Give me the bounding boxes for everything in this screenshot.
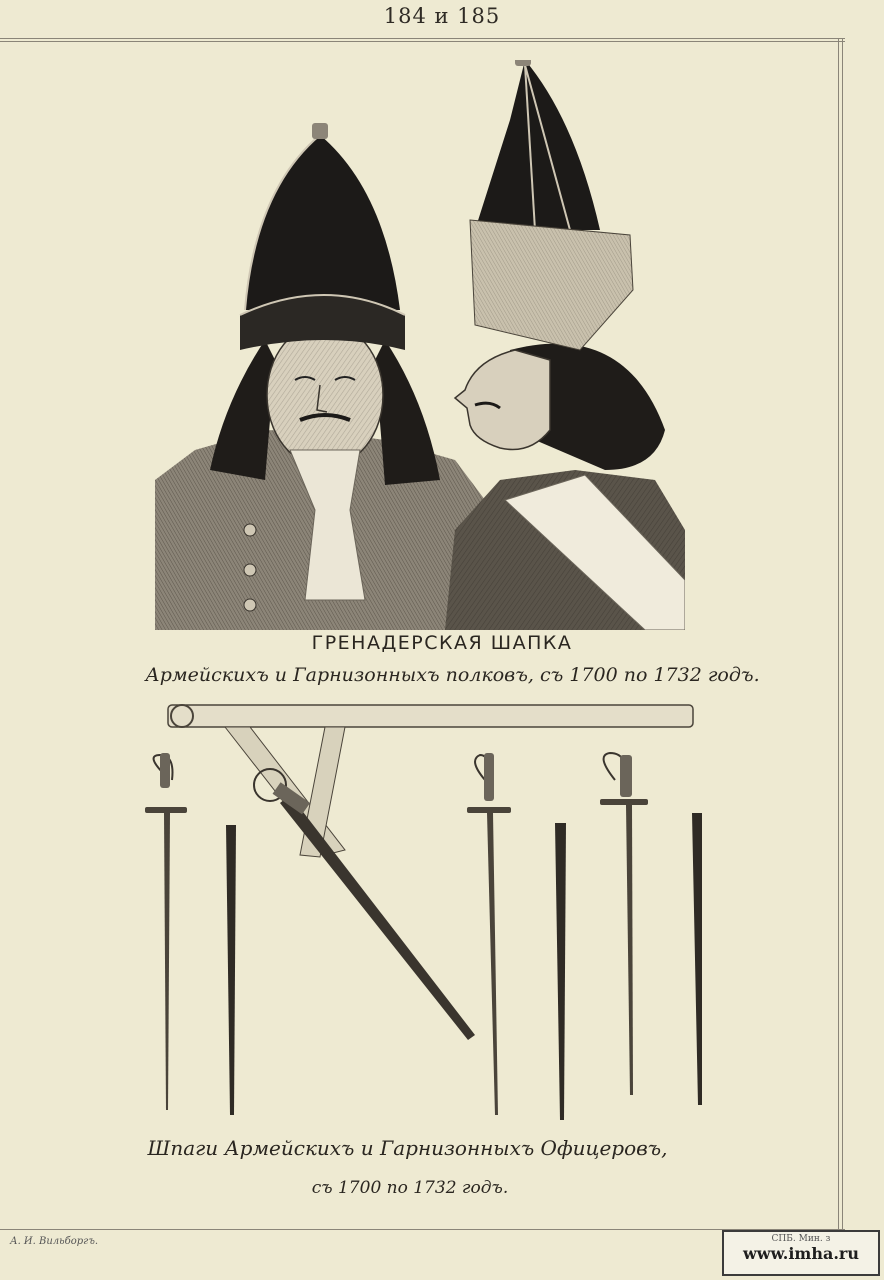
page-number: 184 и 185 xyxy=(383,4,501,28)
swords-illustration xyxy=(130,695,710,1135)
swords-caption: Шпаги Армейскихъ и Гарнизонныхъ Офицеровъ, xyxy=(147,1136,668,1160)
scabbard-1 xyxy=(226,825,236,1115)
sword-belt xyxy=(168,705,693,1040)
plate-subtitle: Армейскихъ и Гарнизонныхъ полковъ, съ 1700 по 1732 годъ. xyxy=(145,664,760,686)
sword-3 xyxy=(600,753,648,1095)
sword-1 xyxy=(145,753,187,1110)
frame-top-line xyxy=(0,38,845,39)
left-grenadier xyxy=(155,123,485,630)
grenadier-portrait-illustration xyxy=(155,60,685,630)
stamp-top-text: СПБ. Мин. з xyxy=(771,1234,831,1244)
sword-2 xyxy=(467,753,511,1115)
stamp-url: www.imha.ru xyxy=(743,1244,859,1263)
frame-top-line-inner xyxy=(0,41,845,42)
scabbard-3 xyxy=(692,813,702,1105)
watermark-stamp xyxy=(722,1230,880,1276)
plate-title: ГРЕНАДЕРСКАЯ ШАПКА xyxy=(311,632,573,654)
right-grenadier xyxy=(445,60,685,630)
swords-years: съ 1700 по 1732 годъ. xyxy=(311,1178,509,1198)
lithographer-credit: А. И. Вильборгъ. xyxy=(10,1236,99,1247)
scabbard-2 xyxy=(555,823,566,1120)
frame-bottom-line xyxy=(0,1229,845,1230)
